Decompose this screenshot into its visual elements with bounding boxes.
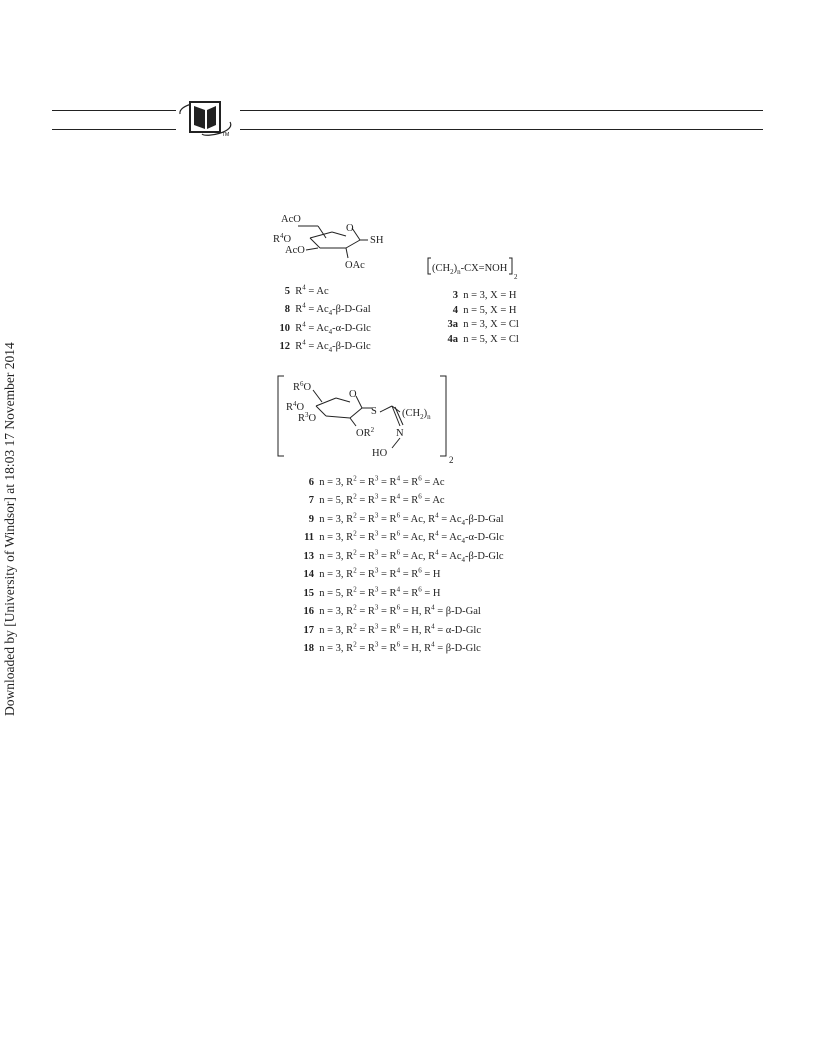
structure-c-label-ch2n: $(CH_2)_n$	[402, 408, 431, 421]
structure-b-compound-3a	[442, 319, 519, 330]
structure-b-formula-subscript: 2	[514, 273, 518, 281]
compound-number: 16	[303, 606, 314, 617]
compound-substituents: $R^4 = Ac_4-\alpha-D-Glc$	[290, 320, 371, 336]
compound-substituents: n = 3, $R^2 = R^3 = R^6 = Ac$, $R^4 = Ac_4-\beta-D-Glc$	[314, 548, 504, 564]
structure-c-compound-17	[298, 622, 481, 636]
structure-c-label-or2: $OR^2$	[356, 426, 375, 439]
compound-number: 18	[303, 643, 314, 654]
structure-a-compound-12	[276, 339, 371, 355]
compound-number: 11	[304, 532, 314, 543]
structure-b-formula: $(CH_2)_n-CX=NOH$	[432, 263, 508, 276]
structure-c-compound-18	[298, 641, 481, 655]
compound-substituents: $R^4 = Ac$	[290, 283, 329, 297]
structure-c-label-n: N	[396, 428, 404, 439]
structure-b-compound-4	[442, 305, 517, 316]
structure-c-bracket-subscript: 2	[449, 455, 454, 465]
compound-substituents: n = 3, $R^2 = R^3 = R^6 = H$, $R^4 = \alpha-D-Glc$	[314, 622, 481, 636]
structure-a-ring	[298, 226, 368, 258]
compound-substituents: n = 3, $R^2 = R^3 = R^4 = R^6 = H$	[314, 566, 441, 580]
structure-c-compound-7	[298, 493, 445, 507]
compound-number: 17	[303, 624, 314, 636]
compound-substituents: n = 5, X = Cl	[458, 333, 519, 345]
structure-a-label-aco-top: AcO	[281, 214, 301, 225]
compound-substituents: n = 3, X = Cl	[458, 319, 519, 330]
structure-c-label-ho: HO	[372, 448, 388, 459]
compound-number: 15	[303, 587, 314, 599]
compound-number: 3a	[447, 319, 458, 330]
structure-c-label-ring-o: O	[349, 389, 357, 400]
compound-substituents: n = 5, X = H	[458, 304, 517, 316]
compound-number: 10	[279, 322, 290, 334]
compound-number: 3	[452, 290, 458, 301]
structure-c-compound-13	[298, 548, 504, 564]
structure-c-ring	[313, 390, 403, 448]
structure-c-compound-15	[298, 585, 441, 599]
compound-substituents: $R^4 = Ac_4-\beta-D-Gal$	[290, 301, 371, 318]
download-notice: Downloaded by [University of Windsor] at 18:03 17 November 2014	[2, 342, 17, 716]
structure-a-compound-5	[276, 283, 329, 297]
compound-substituents: n = 5, $R^2 = R^3 = R^4 = R^6 = Ac$	[314, 492, 445, 506]
compound-substituents: $R^4 = Ac_4-\beta-D-Glc$	[290, 338, 371, 355]
compound-substituents: n = 3, $R^2 = R^3 = R^6 = Ac$, $R^4 = Ac_4-\beta-D-Gal$	[314, 511, 504, 527]
structure-a-compound-10	[276, 320, 371, 336]
compound-number: 7	[308, 495, 314, 506]
compound-substituents: n = 3, $R^2 = R^3 = R^6 = H$, $R^4 = \beta-D-Gal$	[314, 603, 481, 617]
structure-b-compound-3	[442, 290, 517, 301]
structure-c-label-r6o: $R^6O$	[293, 380, 312, 393]
structure-a-compound-8	[276, 302, 371, 318]
structure-c-compound-14	[298, 567, 441, 581]
compound-number: 8	[284, 304, 290, 315]
svg-text:TM: TM	[222, 132, 230, 138]
structure-a-label-oac: OAc	[345, 260, 365, 271]
compound-substituents: n = 3, $R^2 = R^3 = R^6 = Ac$, $R^4 = Ac_4-\alpha-D-Glc$	[314, 529, 504, 546]
compound-number: 12	[279, 341, 290, 352]
compound-number: 4	[452, 304, 458, 316]
compound-number: 5	[284, 285, 290, 297]
compound-number: 9	[308, 513, 314, 525]
structure-c-compound-16	[298, 604, 481, 618]
compound-substituents: n = 3, X = H	[458, 290, 517, 301]
structure-c-compound-9	[298, 511, 504, 527]
compound-substituents: n = 5, $R^2 = R^3 = R^4 = R^6 = H$	[314, 585, 441, 599]
structure-c-label-r3o: $R^3O$	[298, 411, 317, 424]
compound-substituents: n = 3, $R^2 = R^3 = R^6 = H$, $R^4 = \beta-D-Glc$	[314, 640, 481, 654]
structure-b-compound-4a	[442, 334, 519, 345]
structure-c-label-r4o: $R^4O$	[286, 400, 305, 413]
compound-substituents: n = 3, $R^2 = R^3 = R^4 = R^6 = Ac$	[314, 474, 445, 488]
structure-a-label-aco-bottom: AcO	[285, 245, 305, 256]
compound-number: 6	[308, 476, 314, 488]
structure-c-label-s: S	[371, 406, 377, 417]
structure-a-label-r4o: $R^4O$	[273, 232, 292, 245]
structure-a-label-sh: SH	[370, 235, 384, 246]
structure-c-compound-11	[298, 530, 504, 546]
structure-c-compound-6	[298, 474, 445, 488]
structure-a-label-ring-o: O	[346, 223, 354, 234]
compound-number: 13	[303, 550, 314, 562]
compound-number: 4a	[447, 333, 458, 345]
compound-number: 14	[303, 569, 314, 580]
